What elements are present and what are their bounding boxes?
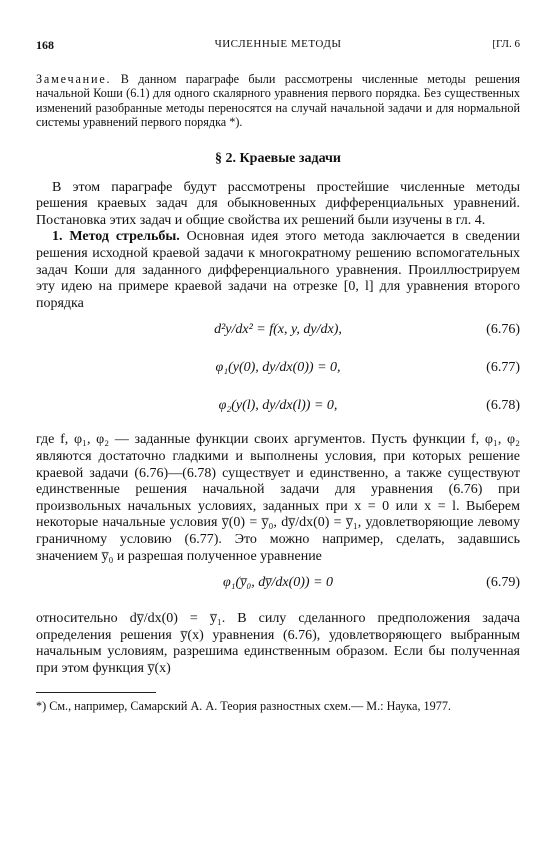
equation-6-79 xyxy=(36,565,520,603)
equation-6-78 xyxy=(36,388,520,426)
footnote-divider xyxy=(36,692,156,693)
running-title: ЧИСЛЕННЫЕ МЕТОДЫ xyxy=(214,38,342,50)
page-number: 168 xyxy=(36,38,54,52)
equation-formula: φ₁(y̅₀, dy̅/dx(0)) = 0 xyxy=(222,575,334,591)
continuation-paragraph: относительно dy̅/dx(0) = y̅₁. В силу сделанного предположения задача определения решения y̅(x) уравнения (6.76), удовлетворяющего выбранным начальным условиям, разрешима единственным образом. Если бы полученная при этом функция y̅(x) xyxy=(36,611,520,676)
page-header xyxy=(36,38,520,58)
subsection-paragraph xyxy=(36,229,520,312)
remark-lead: Замечание. xyxy=(36,72,112,86)
equation-6-77 xyxy=(36,350,520,388)
conditions-paragraph: где f, φ₁, φ₂ — заданные функции своих аргументов. Пусть функции f, φ₁, φ₂ являются достаточно гладкими и выполнены условия, при которых решение краевой задачи (6.76)—(6.78) существует и единственно, а также существуют единственные решения начальной задачи для уравнения (6.76) при произвольных начальных условиях, заданных при x = 0 или x = l. Выберем некоторые начальные условия y̅(0) = y̅₀, dy̅/dx(0) = y̅₁, удовлетворяющие левому граничному условию (6.77). Это можно например, сделать, задавшись значением y̅₀ и разрешая полученное уравнение xyxy=(36,432,520,564)
equation-formula: φ₂(y(l), dy/dx(l)) = 0, xyxy=(218,398,338,414)
subsection-text: Основная идея этого метода заключается в сведении решения исходной краевой задачи к многократному решению вспомогательных задач Коши для заданного дифференциального уравнения. Проиллюстрируем эту идею на примере краевой задачи на отрезке [0, l] для уравнения второго порядка xyxy=(36,229,520,311)
equation-tag: (6.79) xyxy=(486,575,520,591)
remark-text: В данном параграфе были рассмотрены численные методы решения начальной Коши (6.1) для одного скалярного уравнения первого порядка. Без существенных изменений разобранные методы переносятся на случай начальной задачи и для нормальной системы уравнений первого порядка *). xyxy=(36,72,520,130)
equation-tag: (6.77) xyxy=(486,360,520,376)
subsection-title: 1. Метод стрельбы. xyxy=(52,229,180,245)
section-intro: В этом параграфе будут рассмотрены простейшие численные методы решения краевых задач для обыкновенных дифференциальных уравнений. Постановка этих задач и общие свойства их решений были изучены в гл. 4. xyxy=(36,179,520,228)
equation-tag: (6.78) xyxy=(486,398,520,414)
section-heading: § 2. Краевые задачи xyxy=(215,150,341,166)
equation-tag: (6.76) xyxy=(486,322,520,338)
footnote: *) См., например, Самарский А. А. Теория разностных схем.— М.: Наука, 1977. xyxy=(36,698,451,713)
equation-formula: φ₁(y(0), dy/dx(0)) = 0, xyxy=(215,360,341,376)
chapter-label: [ГЛ. 6 xyxy=(492,38,520,50)
equation-formula: d²y/dx² = f(x, y, dy/dx), xyxy=(214,322,342,338)
equation-6-76 xyxy=(36,312,520,350)
book-page xyxy=(36,38,520,713)
remark-paragraph xyxy=(36,72,520,130)
